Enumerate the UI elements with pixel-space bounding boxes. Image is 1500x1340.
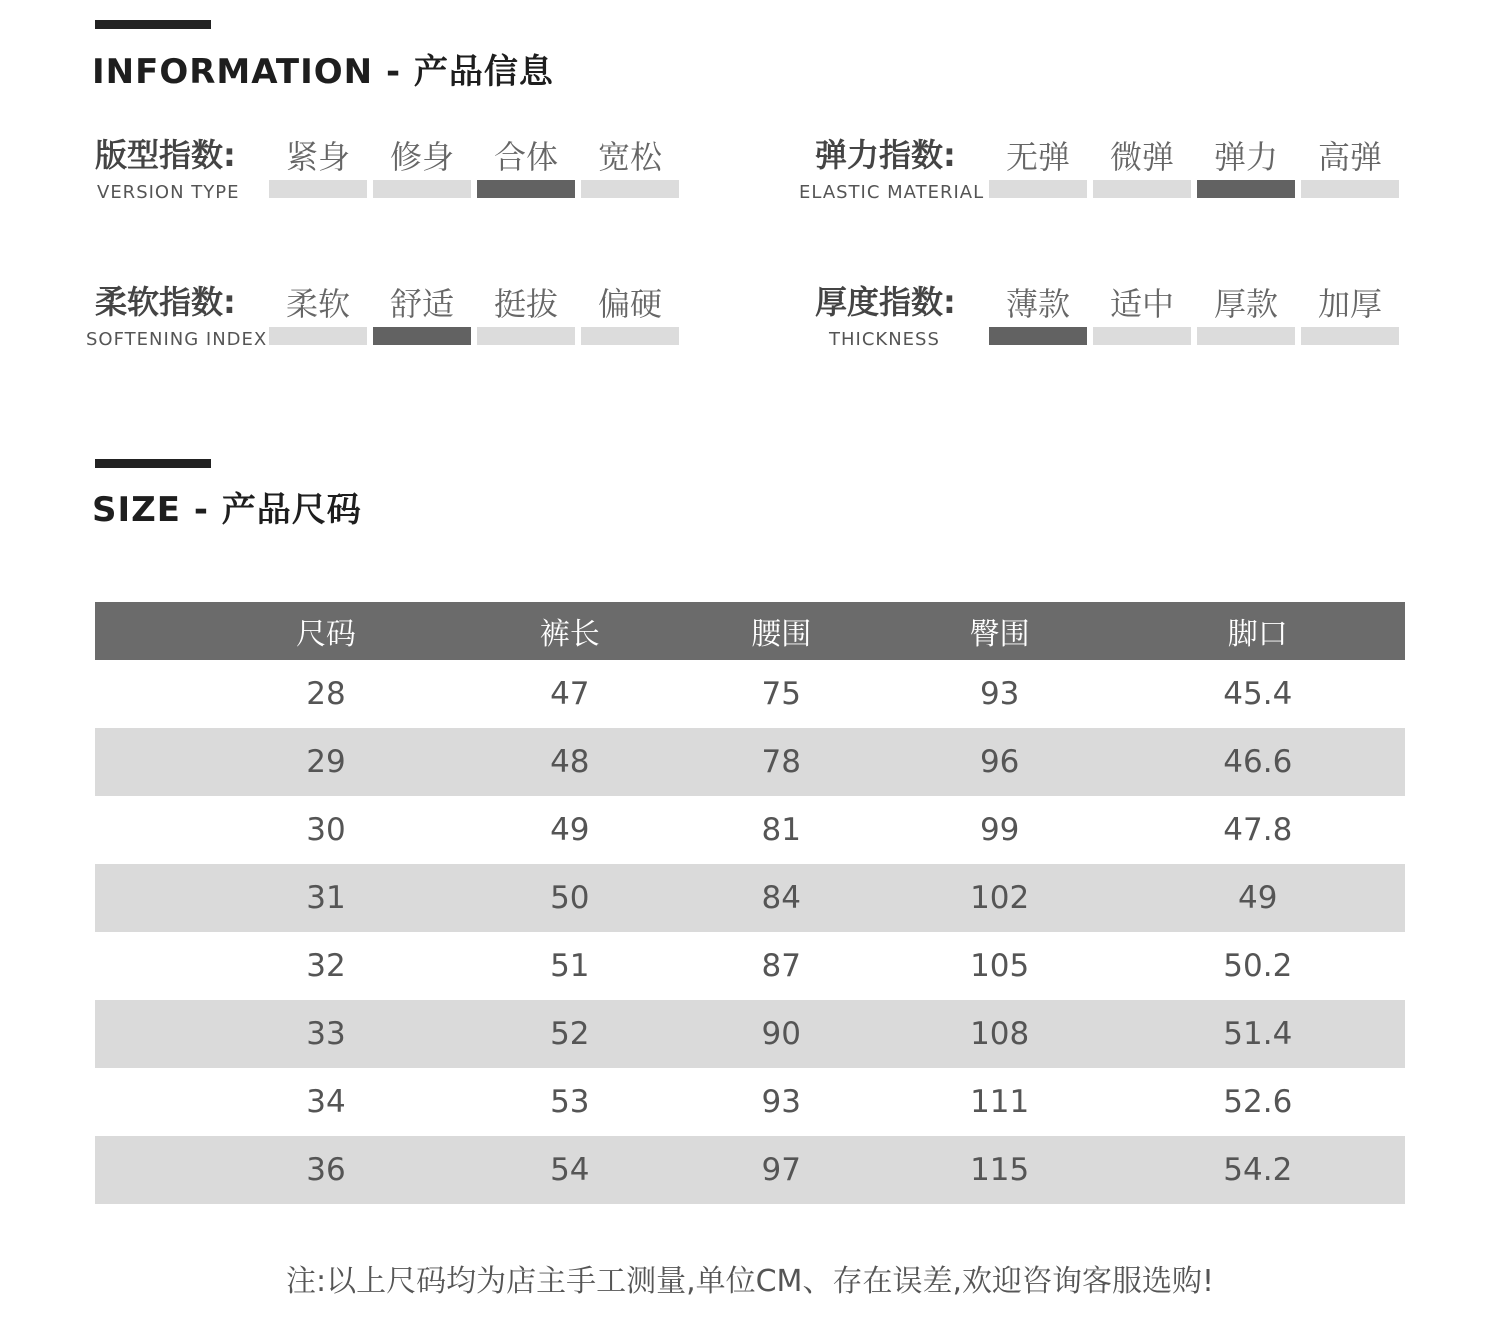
table-cell: 45.4: [1223, 676, 1293, 712]
option-label: 合体: [493, 138, 558, 176]
option-bar: [1093, 327, 1191, 345]
table-row: [95, 728, 1405, 796]
table-cell: 30: [306, 812, 346, 848]
table-cell: 78: [673, 728, 889, 796]
option-bar: [1301, 180, 1399, 198]
column-header: 腰围: [673, 602, 889, 660]
size-table: [95, 602, 1405, 1204]
option-bar-selected: [1197, 180, 1295, 198]
column-header: 尺码: [95, 602, 466, 660]
attribute-label: 柔软指数:: [95, 283, 236, 321]
option-label: 舒适: [389, 285, 454, 323]
attribute-sublabel: THICKNESS: [829, 329, 940, 350]
table-cell: 81: [761, 812, 801, 848]
table-cell: 90: [673, 1000, 889, 1068]
table-cell: 115: [889, 1136, 1111, 1204]
table-row: [95, 1136, 1405, 1204]
option-label: 紧身: [285, 138, 350, 176]
attribute-softening-index: [86, 277, 775, 387]
table-cell: 99: [979, 812, 1020, 848]
table-cell: 51.4: [1111, 1000, 1405, 1068]
table-cell: 53: [550, 1084, 590, 1120]
table-cell: 54.2: [1111, 1136, 1405, 1204]
option-label: 弹力: [1213, 138, 1278, 176]
attribute-sublabel: ELASTIC MATERIAL: [799, 182, 985, 203]
option-bar: [989, 180, 1087, 198]
table-cell: 93: [761, 1084, 801, 1120]
table-cell: 50: [466, 864, 673, 932]
table-cell: 102: [889, 864, 1111, 932]
option-label: 无弹: [1005, 138, 1070, 176]
option-bar: [269, 327, 367, 345]
section-divider-bar: [95, 20, 211, 29]
option-bar-selected: [477, 180, 575, 198]
option-label: 适中: [1109, 285, 1174, 323]
attribute-sublabel: VERSION TYPE: [97, 182, 240, 203]
attribute-label: 版型指数:: [95, 136, 236, 174]
table-cell: 46.6: [1111, 728, 1405, 796]
attribute-elastic-material: [799, 130, 1495, 240]
table-cell: 96: [889, 728, 1111, 796]
table-cell: 47.8: [1223, 812, 1293, 848]
option-bar: [581, 327, 679, 345]
table-cell: 36: [95, 1136, 466, 1204]
table-cell: 28: [306, 676, 346, 712]
option-bar: [1093, 180, 1191, 198]
table-row: [95, 1068, 1405, 1136]
column-header: 裤长: [466, 602, 673, 660]
table-row: [95, 660, 1405, 728]
option-bar: [581, 180, 679, 198]
option-bar: [1197, 327, 1295, 345]
table-cell: 29: [95, 728, 466, 796]
table-cell: 51: [550, 948, 590, 984]
option-bar-selected: [373, 327, 471, 345]
table-header-row: [95, 602, 1405, 660]
table-cell: 75: [761, 676, 801, 712]
attribute-label: 弹力指数:: [815, 136, 956, 174]
attribute-version-type: [95, 130, 775, 240]
option-label: 微弹: [1109, 138, 1174, 176]
option-label: 修身: [389, 138, 454, 176]
size-table-body: [95, 660, 1405, 1204]
table-cell: 93: [979, 676, 1020, 712]
option-label: 偏硬: [597, 285, 662, 323]
attribute-label: 厚度指数:: [815, 283, 956, 321]
table-cell: 52: [466, 1000, 673, 1068]
table-cell: 111: [970, 1084, 1030, 1120]
table-cell: 49: [1111, 864, 1405, 932]
footnote: 注:以上尺码均为店主手工测量,单位CM、存在误差,欢迎咨询客服选购!: [285, 1264, 1215, 1299]
option-bar: [373, 180, 471, 198]
option-label: 薄款: [1005, 285, 1070, 323]
option-label: 加厚: [1317, 285, 1382, 323]
option-label: 柔软: [285, 285, 350, 323]
option-bar: [269, 180, 367, 198]
attribute-thickness: [815, 277, 1495, 387]
table-cell: 52.6: [1223, 1084, 1293, 1120]
table-cell: 47: [550, 676, 590, 712]
column-header: 脚口: [1111, 602, 1405, 660]
table-row: [95, 1000, 1405, 1068]
table-cell: 105: [970, 948, 1030, 984]
table-cell: 49: [550, 812, 590, 848]
option-label: 宽松: [597, 138, 662, 176]
table-cell: 54: [466, 1136, 673, 1204]
table-cell: 32: [306, 948, 346, 984]
option-label: 高弹: [1317, 138, 1382, 176]
table-cell: 48: [466, 728, 673, 796]
option-label: 挺拔: [493, 285, 558, 323]
option-bar-selected: [989, 327, 1087, 345]
size-title: SIZE - 产品尺码: [92, 490, 362, 530]
table-row: [95, 932, 1405, 1000]
table-cell: 50.2: [1223, 948, 1293, 984]
table-row: [95, 796, 1405, 864]
table-cell: 84: [673, 864, 889, 932]
option-bar: [1301, 327, 1399, 345]
table-cell: 31: [95, 864, 466, 932]
information-title: INFORMATION - 产品信息: [92, 52, 554, 92]
option-label: 厚款: [1213, 285, 1278, 323]
table-row: [95, 864, 1405, 932]
table-cell: 34: [306, 1084, 346, 1120]
table-cell: 108: [889, 1000, 1111, 1068]
table-cell: 87: [761, 948, 801, 984]
option-bar: [477, 327, 575, 345]
table-cell: 33: [95, 1000, 466, 1068]
column-header: 臀围: [889, 602, 1111, 660]
attribute-sublabel: SOFTENING INDEX: [86, 329, 268, 350]
section-divider-bar: [95, 459, 211, 468]
table-cell: 97: [673, 1136, 889, 1204]
